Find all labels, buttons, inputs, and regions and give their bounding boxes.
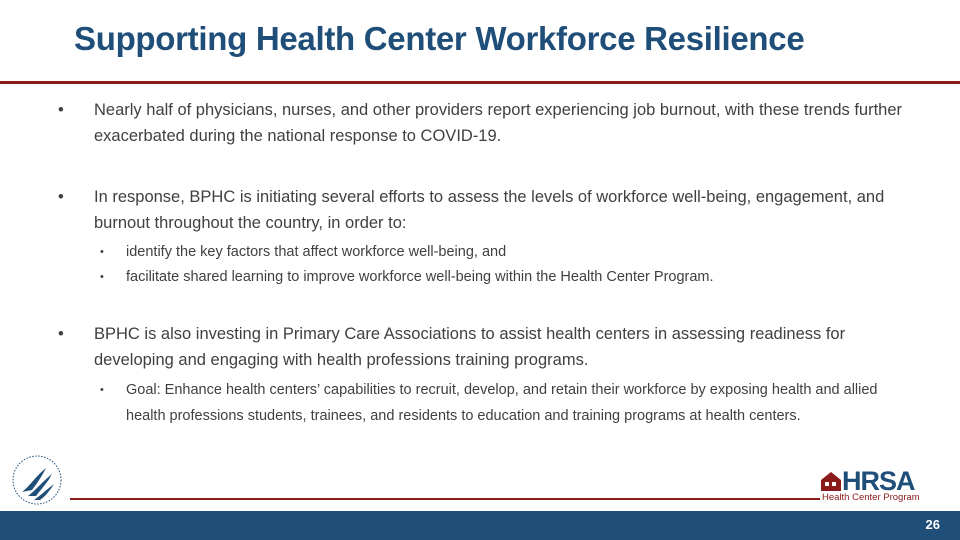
sub-bullet-text: Goal: Enhance health centers’ capabilities to recruit, develop, and retain their workforce by exposing health and allied health professions students, trainees, and residents to education and training programs at health centers. — [126, 382, 878, 424]
bullet-item — [58, 184, 908, 236]
page-number: 26 — [925, 517, 940, 532]
hrsa-logo — [820, 468, 940, 504]
bullet-marker: • — [58, 101, 64, 119]
slide-title: Supporting Health Center Workforce Resilience — [74, 20, 805, 57]
footer-divider — [70, 498, 820, 500]
sub-bullet-item — [100, 240, 900, 266]
sub-bullet-item — [100, 265, 900, 291]
sub-bullet-marker: • — [100, 271, 104, 283]
hrsa-house-icon — [820, 470, 842, 492]
bullet-text: BPHC is also investing in Primary Care Associations to assist health centers in assessing readiness for developing and engaging with health professions training programs. — [94, 325, 846, 369]
bullet-marker: • — [58, 325, 64, 343]
bullet-item — [58, 321, 908, 373]
sub-bullet-text: facilitate shared learning to improve workforce well-being within the Health Center Program. — [126, 269, 714, 285]
title-divider — [0, 81, 960, 84]
bullet-text: Nearly half of physicians, nurses, and other providers report experiencing job burnout, with these trends further exacerbated during the national response to COVID-19. — [94, 101, 903, 145]
bullet-item — [58, 97, 908, 149]
sub-bullet-text: identify the key factors that affect workforce well-being, and — [126, 244, 507, 260]
sub-bullet-item — [100, 378, 900, 429]
hrsa-wordmark: HRSA — [842, 466, 915, 496]
hrsa-program-name: Health Center Program — [822, 492, 920, 503]
bullet-text: In response, BPHC is initiating several efforts to assess the levels of workforce well-being, engagement, and burnout throughout the country, in order to: — [94, 188, 885, 232]
sub-bullet-marker: • — [100, 246, 104, 258]
footer-bar — [0, 511, 960, 540]
sub-bullet-marker: • — [100, 384, 104, 396]
hhs-eagle-seal-icon — [8, 452, 66, 508]
bullet-marker: • — [58, 188, 64, 206]
